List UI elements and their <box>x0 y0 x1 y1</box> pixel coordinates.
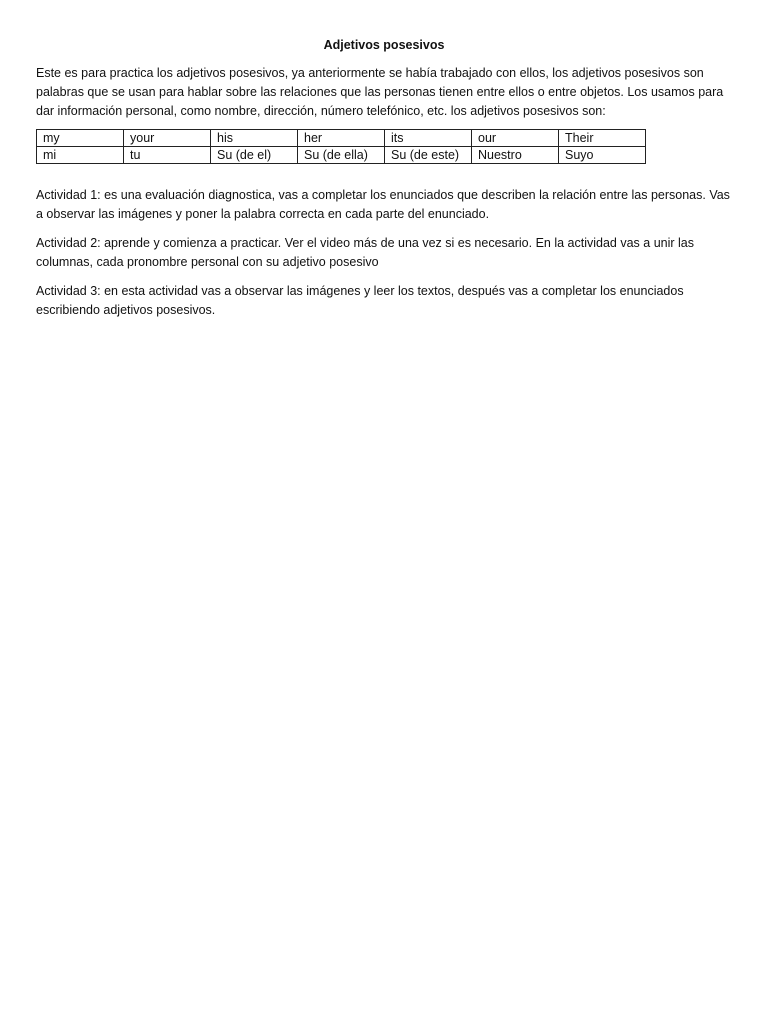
table-cell: Su (de el) <box>211 147 298 164</box>
table-cell: Su (de este) <box>385 147 472 164</box>
table-cell: your <box>124 130 211 147</box>
table-cell: our <box>472 130 559 147</box>
table-cell: my <box>37 130 124 147</box>
table-row-english <box>37 130 646 147</box>
document-title: Adjetivos posesivos <box>323 38 445 52</box>
table-cell: tu <box>124 147 211 164</box>
table-row-spanish <box>37 147 646 164</box>
activity-2-paragraph: Actividad 2: aprende y comienza a practicar. Ver el video más de una vez si es necesario. En la actividad vas a unir las columnas, cada pronombre personal con su adjetivo posesivo <box>36 236 694 269</box>
document-page <box>36 36 732 330</box>
table-cell: Their <box>559 130 646 147</box>
table-cell: mi <box>37 147 124 164</box>
intro-paragraph: Este es para practica los adjetivos posesivos, ya anteriormente se había trabajado con ellos, los adjetivos posesivos son palabras que se usan para hablar sobre las relaciones que las personas tienen entre ellos o entre objetos. Los usamos para dar información personal, como nombre, dirección, número telefónico, etc. los adjetivos posesivos son: <box>36 66 724 118</box>
table-cell: Nuestro <box>472 147 559 164</box>
table-cell: its <box>385 130 472 147</box>
table-cell: Suyo <box>559 147 646 164</box>
table-cell: Su (de ella) <box>298 147 385 164</box>
possessive-adjectives-table <box>36 129 646 164</box>
table-cell: his <box>211 130 298 147</box>
activity-1-paragraph: Actividad 1: es una evaluación diagnostica, vas a completar los enunciados que describen la relación entre las personas. Vas a observar las imágenes y poner la palabra correcta en cada parte del enunciado. <box>36 188 730 221</box>
activity-3-paragraph: Actividad 3: en esta actividad vas a observar las imágenes y leer los textos, después vas a completar los enunciados escribiendo adjetivos posesivos. <box>36 284 684 317</box>
table-cell: her <box>298 130 385 147</box>
